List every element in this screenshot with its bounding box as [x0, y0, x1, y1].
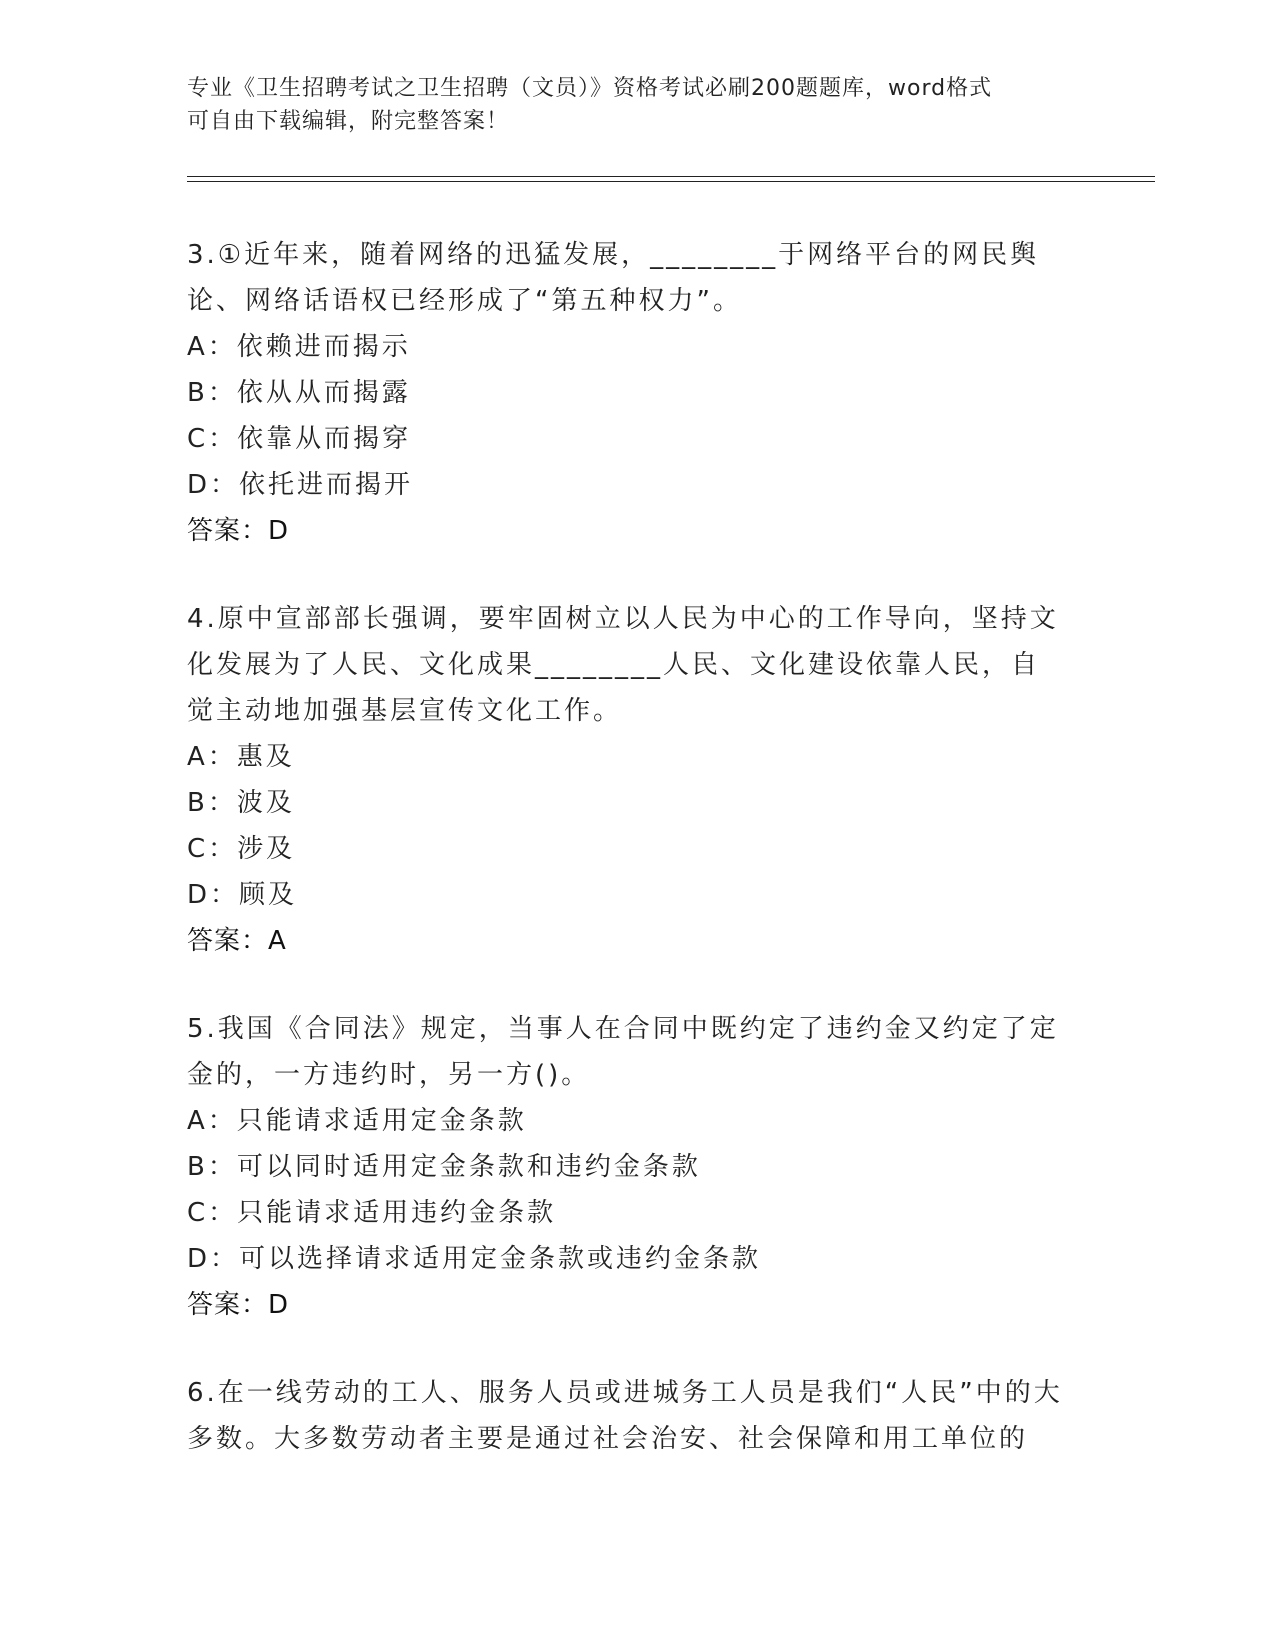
option-d: D：可以选择请求适用定金条款或违约金条款	[187, 1244, 762, 1274]
header-divider-bottom	[187, 181, 1155, 182]
option-a: A：依赖进而揭示	[187, 332, 411, 362]
option-a: A：惠及	[187, 742, 295, 772]
option-d: D：依托进而揭开	[187, 470, 414, 500]
question-stem: 5.我国《合同法》规定，当事人在合同中既约定了违约金又约定了定金的，一方违约时，另一方()。	[187, 1014, 1059, 1090]
answer: 答案：D	[187, 1290, 290, 1320]
question-stem: 6.在一线劳动的工人、服务人员或进城务工人员是我们“人民”中的大多数。大多数劳动者主要是通过社会治安、社会保障和用工单位的	[187, 1378, 1063, 1454]
header-line-2: 可自由下载编辑，附完整答案！	[187, 109, 510, 134]
option-b: B：波及	[187, 788, 295, 818]
option-b: B：依从从而揭露	[187, 378, 411, 408]
option-c: C：涉及	[187, 834, 296, 864]
question-stem: 3.①近年来，随着网络的迅猛发展，________于网络平台的网民舆论、网络话语权已经形成了“第五种权力”。	[187, 240, 1040, 316]
option-a: A：只能请求适用定金条款	[187, 1106, 527, 1136]
question-5	[187, 1006, 1067, 1328]
question-6	[187, 1370, 1067, 1462]
question-list	[187, 232, 1067, 1504]
answer: 答案：A	[187, 926, 287, 956]
question-3	[187, 232, 1067, 554]
document-header	[187, 72, 1067, 138]
answer: 答案：D	[187, 516, 290, 546]
option-b: B：可以同时适用定金条款和违约金条款	[187, 1152, 701, 1182]
header-divider-top	[187, 176, 1155, 177]
option-c: C：只能请求适用违约金条款	[187, 1198, 557, 1228]
option-d: D：顾及	[187, 880, 298, 910]
option-c: C：依靠从而揭穿	[187, 424, 412, 454]
question-stem: 4.原中宣部部长强调，要牢固树立以人民为中心的工作导向，坚持文化发展为了人民、文化成果________人民、文化建设依靠人民，自觉主动地加强基层宣传文化工作。	[187, 604, 1059, 726]
question-4	[187, 596, 1067, 964]
header-line-1: 专业《卫生招聘考试之卫生招聘（文员）》资格考试必刷200题题库，word格式	[187, 76, 993, 101]
